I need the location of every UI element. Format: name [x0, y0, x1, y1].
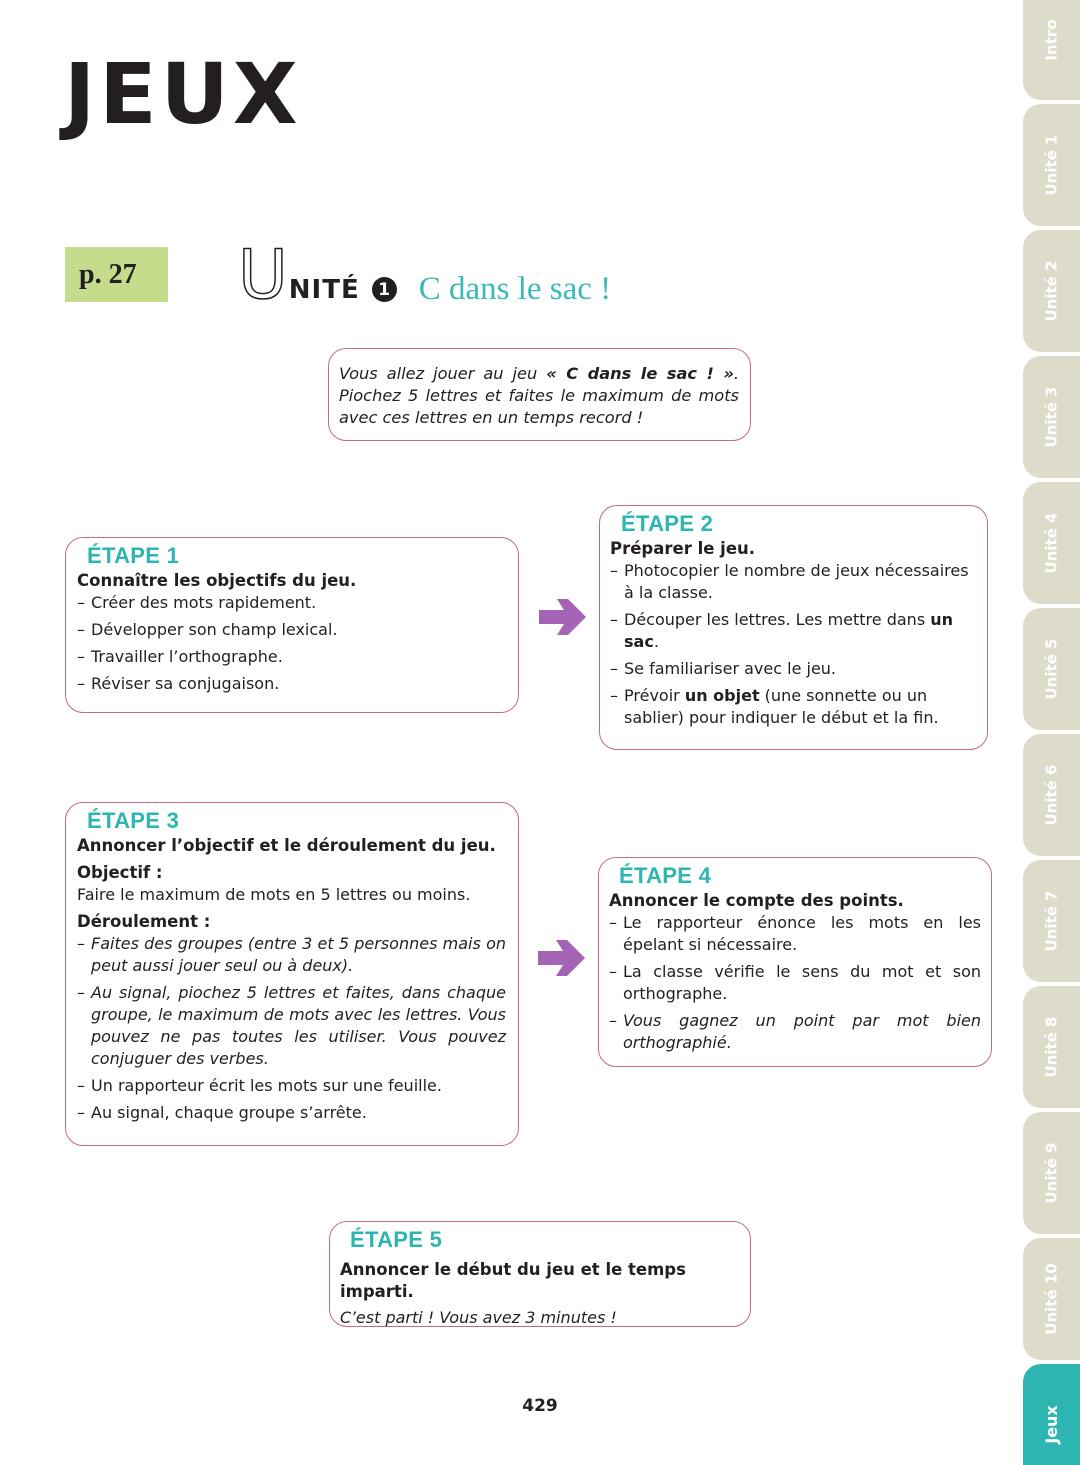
step-2-box — [599, 505, 988, 750]
tab-label: Unité 3 — [1042, 386, 1061, 448]
step-3-box — [65, 802, 519, 1146]
step-title: Annoncer le début du jeu et le temps imparti. — [340, 1260, 686, 1301]
tab-unite-7[interactable] — [1023, 860, 1080, 982]
list-item — [610, 609, 977, 653]
objective-heading: Objectif : — [77, 863, 163, 882]
process-heading: Déroulement : — [77, 912, 211, 931]
tab-unite-8[interactable] — [1023, 986, 1080, 1108]
step-text: C’est parti ! Vous avez 3 minutes ! — [340, 1308, 617, 1327]
tab-unite-6[interactable] — [1023, 734, 1080, 856]
tab-jeux[interactable] — [1023, 1364, 1080, 1465]
list-item: – Vous gagnez un point par mot bien orthographié. — [609, 1010, 981, 1054]
page-number: 429 — [522, 1396, 558, 1416]
step-1-box — [65, 537, 519, 713]
tab-unite-2[interactable] — [1023, 230, 1080, 352]
arrow-right-icon — [536, 938, 586, 978]
arrow-right-icon — [537, 597, 587, 637]
tab-label: Unité 9 — [1042, 1142, 1061, 1204]
game-name: « C dans le sac ! » — [546, 364, 734, 383]
step-title: Connaître les objectifs du jeu. — [77, 571, 357, 590]
unit-number-badge: 1 — [372, 277, 397, 302]
section-tabs — [1023, 0, 1080, 1465]
tab-unite-10[interactable] — [1023, 1238, 1080, 1360]
step-label: ÉTAPE 4 — [619, 863, 712, 888]
item-text: . — [653, 632, 659, 651]
item-text: Prévoir — [624, 686, 685, 705]
tab-label: Unité 5 — [1042, 638, 1061, 700]
list-item — [610, 685, 977, 729]
step-label: ÉTAPE 2 — [621, 511, 714, 536]
step-label: ÉTAPE 5 — [350, 1227, 443, 1252]
list-item: – Travailler l’orthographe. — [77, 646, 508, 668]
tab-label: Intro — [1042, 19, 1061, 61]
list-item: – Se familiariser avec le jeu. — [610, 658, 977, 680]
list-item: – Créer des mots rapidement. — [77, 592, 508, 614]
page-reference-label: p. 27 — [79, 258, 137, 290]
tab-unite-4[interactable] — [1023, 482, 1080, 604]
step-5-box — [329, 1221, 751, 1327]
tab-intro[interactable] — [1023, 0, 1080, 100]
step-label: ÉTAPE 3 — [87, 808, 180, 833]
objective-text: Faire le maximum de mots en 5 lettres ou moins. — [77, 885, 471, 904]
unit-heading — [238, 236, 612, 315]
tab-label: Unité 7 — [1042, 890, 1061, 952]
tab-label: Unité 6 — [1042, 764, 1061, 826]
step-4-box — [598, 857, 992, 1067]
intro-text-end: . Piochez 5 lettres et faites le maximum de mots avec ces lettres en un temps record ! — [339, 364, 740, 427]
list-item: – Faites des groupes (entre 3 et 5 personnes mais on peut aussi jouer seul ou à deux). — [77, 933, 506, 977]
intro-text-start: Vous allez jouer au jeu — [339, 364, 547, 383]
tab-unite-9[interactable] — [1023, 1112, 1080, 1234]
list-item: – Au signal, chaque groupe s’arrête. — [77, 1102, 506, 1124]
item-bold: un objet — [684, 686, 760, 705]
tab-label: Unité 4 — [1042, 512, 1061, 574]
page-reference-badge — [65, 247, 168, 302]
intro-text — [339, 363, 739, 429]
tab-label: Unité 1 — [1042, 134, 1061, 196]
unit-initial-letter: U — [238, 236, 288, 315]
tab-label: Unité 2 — [1042, 260, 1061, 322]
step-title: Préparer le jeu. — [610, 539, 756, 558]
tab-label: Unité 8 — [1042, 1016, 1061, 1078]
unit-subtitle: C dans le sac ! — [418, 271, 612, 307]
tab-unite-1[interactable] — [1023, 104, 1080, 226]
unit-label: NITÉ — [288, 275, 360, 305]
item-text: Découper les lettres. Les mettre dans — [624, 610, 931, 629]
list-item: – Un rapporteur écrit les mots sur une feuille. — [77, 1075, 506, 1097]
step-title: Annoncer le compte des points. — [609, 891, 904, 910]
page-title: JEUX — [64, 45, 302, 143]
tab-label: Unité 10 — [1042, 1263, 1061, 1335]
list-item: – Le rapporteur énonce les mots en les épelant si nécessaire. — [609, 912, 981, 956]
list-item: – Photocopier le nombre de jeux nécessaires à la classe. — [610, 560, 977, 604]
tab-unite-3[interactable] — [1023, 356, 1080, 478]
tab-label: Jeux — [1041, 1404, 1061, 1444]
step-title: Annoncer l’objectif et le déroulement du jeu. — [77, 836, 496, 855]
intro-box — [328, 348, 751, 441]
list-item: – La classe vérifie le sens du mot et son orthographe. — [609, 961, 981, 1005]
list-item: – Au signal, piochez 5 lettres et faites, dans chaque groupe, le maximum de mots avec les lettres. Vous pouvez ne pas toutes les utiliser. Vous pouvez conjuguer des verbes. — [77, 982, 506, 1070]
tab-unite-5[interactable] — [1023, 608, 1080, 730]
item-text: (une sonnette ou un sablier) pour indiquer le début et la fin. — [624, 686, 939, 727]
list-item: – Développer son champ lexical. — [77, 619, 508, 641]
item-bold: un sac — [624, 610, 954, 651]
list-item: – Réviser sa conjugaison. — [77, 673, 508, 695]
step-label: ÉTAPE 1 — [87, 543, 180, 568]
